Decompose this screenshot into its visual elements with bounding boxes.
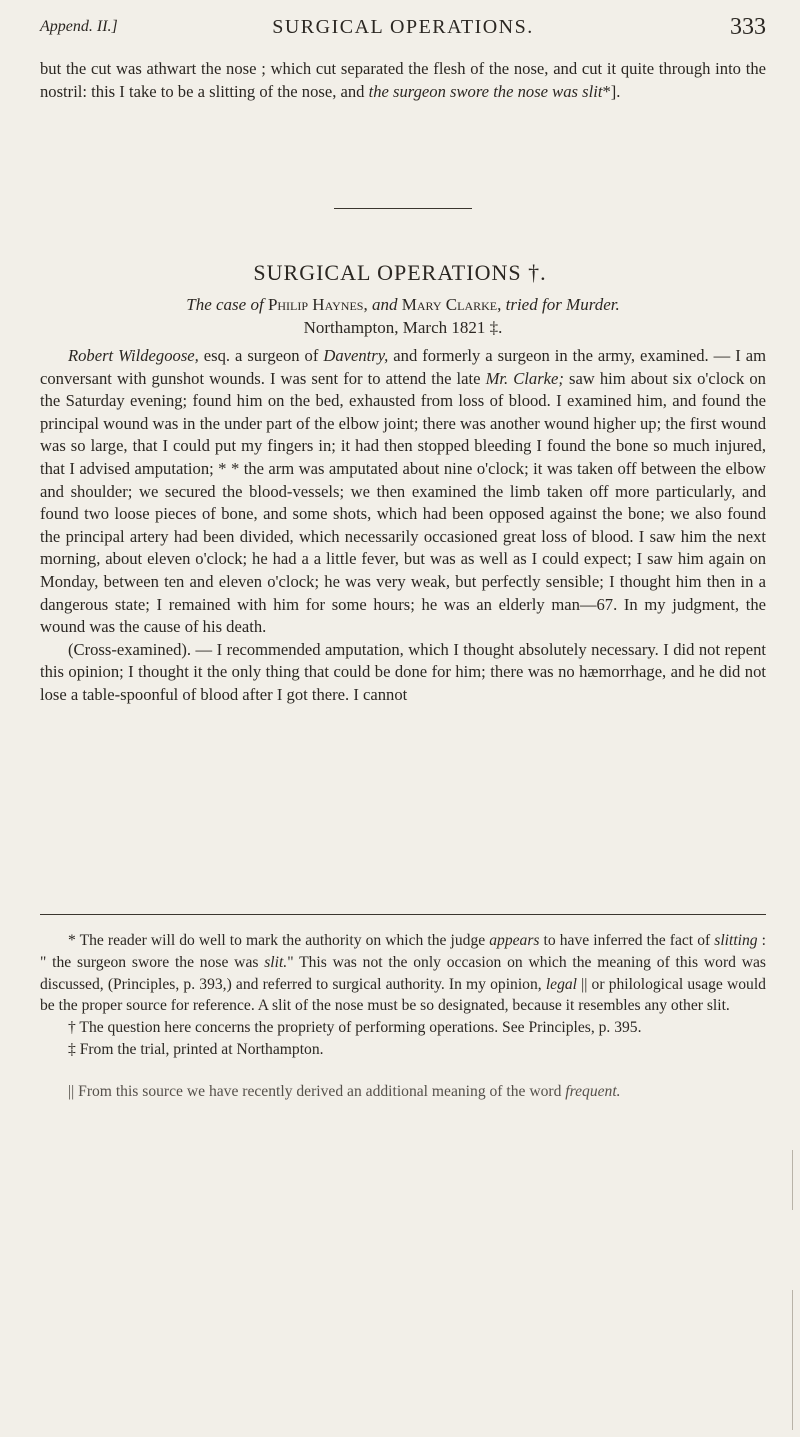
footnote-italic: slitting bbox=[714, 932, 758, 949]
testimony-text: saw him about six o'clock on the Saturday evening; found him on the bed, exhausted from loss of blood. I examined him, and found the principal wound was in the under part of the elbow joint; there was another wound higher up; the first wound was so large, that I could put my fingers in; it had then stopped bleeding I found the bone so much injured, that I advised amputation; * * the arm was amputated about nine o'clock; it was taken off between the elbow and shoulder; we secured the blood-vessels; we then examined the limb taken off more particularly, and found two loose pieces of bone, and some shots, which had been opposed against the bone; we also found the principal artery had been divided, which necessarily occasioned great loss of blood. I saw him the next morning, about eleven o'clock; he had a a little fever, but was as well as I could expect; I saw him again on Monday, between ten and eleven o'clock; he was very weak, but perfectly sensible; I thought him then in a dangerous state; I remained with him for some hours; he was an elderly man—67. In my judgment, the wound was the cause of his death. bbox=[40, 368, 766, 637]
footnote-italic: frequent. bbox=[565, 1082, 621, 1100]
case-suffix: tried for Murder. bbox=[505, 295, 620, 314]
testimony bbox=[40, 345, 766, 707]
case-name-1: Philip Haynes, bbox=[267, 295, 368, 314]
case-title bbox=[40, 294, 766, 316]
patient-name: Mr. Clarke; bbox=[485, 368, 564, 388]
footnotes bbox=[40, 930, 766, 1103]
testimony-text: esq. a surgeon of bbox=[198, 346, 324, 365]
footnote-text: : " the surgeon swore the nose was bbox=[40, 932, 766, 971]
testimony-paragraph-1 bbox=[40, 345, 766, 639]
testimony-paragraph-2: (Cross-examined). — I recommended amputation, which I thought absolutely necessary. I did not repent this opinion; I thought it the only thing that could be done for him; there was no hæmorrhage, and he did not lose a table-spoonful of blood after I got there. I cannot bbox=[40, 639, 766, 704]
section-title: SURGICAL OPERATIONS †. bbox=[253, 260, 547, 285]
continuation-text: but the cut was athwart the nose ; which cut separated the flesh of the nose, and cut it quite through into the nostril: this I take to be a slitting of the nose, and bbox=[40, 59, 766, 101]
footnote-text: * The reader will do well to mark the authority on which the judge bbox=[68, 932, 490, 949]
header-title: SURGICAL OPERATIONS. bbox=[272, 16, 534, 38]
header-appendix-label: Append. II.] bbox=[40, 18, 118, 35]
page-number: 333 bbox=[730, 14, 766, 40]
page-edge-line bbox=[792, 1150, 793, 1210]
footnote-rule bbox=[40, 914, 766, 915]
continuation-paragraph bbox=[40, 58, 766, 103]
running-header bbox=[40, 14, 766, 44]
footnote-double-dagger: ‡ From the trial, printed at Northampton. bbox=[68, 1040, 324, 1058]
case-place-date: Northampton, March 1821 ‡. bbox=[303, 318, 503, 337]
continuation-italic: the surgeon swore the nose was slit bbox=[368, 81, 603, 101]
footnote-italic: appears bbox=[489, 932, 540, 949]
testimony-text: and formerly a surgeon in the army, examined. — I am conversant with gunshot wounds. I was sent for to attend the late bbox=[40, 346, 767, 388]
footnote-text: || or philological usage would be the proper source for reference. A slit of the nose must be so designated, because it resembles any other slit. bbox=[40, 975, 766, 1015]
witness-name: Robert Wildegoose, bbox=[68, 346, 199, 365]
continuation-end: *]. bbox=[602, 81, 621, 101]
footnote-text: to have inferred the fact of bbox=[539, 932, 715, 949]
footnote-dagger: † The question here concerns the propriety of performing operations. See Principles, p. 395. bbox=[68, 1019, 642, 1037]
section-divider bbox=[334, 208, 472, 209]
footnote-parallel bbox=[40, 1081, 766, 1103]
footnote-text: " This was not the only occasion on which the meaning of this word was discussed, (Principles, p. 393,) and referred to surgical authority. In my opinion, bbox=[40, 953, 766, 993]
case-and: and bbox=[371, 295, 398, 314]
page-edge-line bbox=[792, 1290, 793, 1430]
footnote-text: || From this source we have recently derived an additional meaning of the word bbox=[68, 1082, 566, 1100]
case-name-2: Mary Clarke, bbox=[401, 295, 502, 314]
footnote-star bbox=[40, 930, 766, 1017]
place-name: Daventry, bbox=[323, 346, 389, 365]
footnote-italic: legal bbox=[545, 975, 578, 993]
case-prefix: The case of bbox=[186, 295, 264, 314]
footnote-italic: slit. bbox=[264, 953, 288, 971]
